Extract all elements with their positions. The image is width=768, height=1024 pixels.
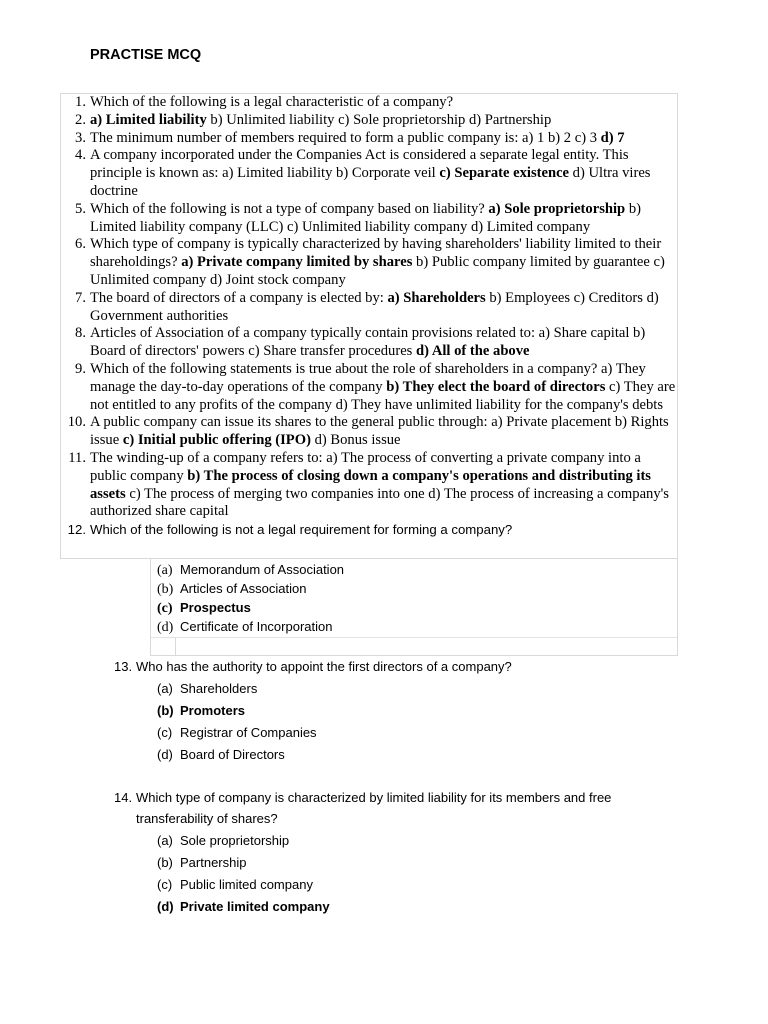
question-text: A company incorporated under the Companies Act is considered a separate legal entity. This principle is known as: a) Limited liability b) Corporate veil (90, 147, 629, 182)
option-letter: (a) (157, 681, 173, 696)
option-text: Partnership (180, 855, 247, 870)
question-text: c) They are not entitled to any profits of the company d) They have unlimited liability for the company's debts (90, 378, 676, 413)
question-14-text (114, 787, 611, 808)
answer-text: d) 7 (600, 129, 625, 146)
question-number: 14. (114, 790, 133, 805)
question-number: 2. (75, 111, 86, 128)
question-item (60, 147, 678, 200)
question-item (60, 361, 678, 414)
question-13-text (114, 656, 512, 677)
option-item (157, 747, 285, 763)
question-text: A public company can issue its shares to the general public through: a) Private placement b) Rights issue (90, 414, 669, 449)
answer-text: b) The process of closing down a company's operations and distributing its assets (90, 467, 651, 502)
question-list (60, 94, 678, 539)
option-text: Prospectus (180, 600, 251, 615)
option-item (157, 899, 330, 915)
question-number: 4. (75, 147, 86, 164)
question-text: b) Employees c) Creditors d) Government authorities (90, 289, 659, 324)
page-title: PRACTISE MCQ (90, 47, 202, 63)
answer-text: a) Sole proprietorship (488, 200, 626, 217)
option-item (157, 725, 317, 741)
option-text: Board of Directors (180, 747, 285, 762)
option-letter: (d) (157, 620, 174, 635)
answer-text: d) All of the above (416, 343, 530, 360)
question-text: The minimum number of members required to form a public company is: a) 1 b) 2 c) 3 (90, 129, 601, 146)
option-text: Articles of Association (180, 581, 307, 596)
option-letter: (c) (157, 877, 173, 892)
option-letter: (b) (157, 582, 174, 597)
option-text: Promoters (180, 703, 246, 718)
question-text: Which of the following is a legal characteristic of a company? (90, 94, 454, 110)
question-number: 10. (67, 414, 86, 431)
question-item (60, 450, 678, 521)
answer-text: c) Separate existence (439, 165, 570, 182)
question-number: 8. (75, 325, 86, 342)
question-item (60, 130, 678, 148)
question-item (60, 112, 678, 130)
question-text: d) Bonus issue (310, 432, 401, 449)
question-number: 3. (75, 129, 86, 146)
answer-text: a) Private company limited by shares (181, 254, 413, 271)
option-item (157, 877, 313, 893)
question-text: The winding-up of a company refers to: a) The process of converting a private company into a public company (90, 449, 641, 484)
question-text: Which of the following is not a type of company based on liability? (90, 200, 489, 217)
option-item (157, 562, 344, 579)
question-text: Who has the authority to appoint the first directors of a company? (136, 659, 512, 674)
question-text: Articles of Association of a company typically contain provisions related to: a) Share capital b) Board of directors' powers c) Share transfer procedures (90, 325, 646, 360)
question-text: The board of directors of a company is elected by: (90, 289, 388, 306)
option-letter: (d) (157, 899, 174, 914)
question-number: 12. (67, 522, 86, 538)
question-number: 6. (75, 236, 86, 253)
question-text: d) Ultra vires doctrine (90, 165, 651, 199)
option-letter: (a) (157, 563, 173, 578)
option-text: Registrar of Companies (180, 725, 317, 740)
option-text: Sole proprietorship (180, 833, 290, 848)
option-item (157, 619, 332, 636)
question-text: c) The process of merging two companies into one d) The process of increasing a company's authorized share capital (90, 485, 669, 520)
question-item (60, 325, 678, 361)
question-text: Which of the following statements is true about the role of shareholders in a company? a) They manage the day-to-day operations of the company (90, 360, 646, 395)
option-letter: (b) (157, 703, 174, 718)
option-letter: (c) (157, 601, 173, 616)
question-text: Which type of company is characterized by limited liability for its members and free (136, 790, 612, 805)
question-number: 7. (75, 289, 86, 306)
option-text: Certificate of Incorporation (180, 619, 333, 634)
option-item (157, 833, 289, 849)
option-text: Private limited company (180, 899, 330, 914)
option-text: Public limited company (180, 877, 313, 892)
option-text: Memorandum of Association (180, 562, 345, 577)
table-divider (151, 637, 677, 638)
answer-text: a) Shareholders (387, 289, 486, 306)
question-item (60, 94, 678, 112)
question-item (60, 201, 678, 237)
answer-text: c) Initial public offering (IPO) (122, 432, 311, 449)
question-number: 13. (114, 659, 133, 674)
option-letter: (a) (157, 833, 173, 848)
question-item (60, 414, 678, 450)
question-text: b) Limited liability company (LLC) c) Unlimited liability company d) Limited company (90, 200, 641, 235)
question-text: Which type of company is typically characterized by having shareholders' liability limited to their shareholdings? (90, 236, 662, 271)
question-text: b) Public company limited by guarantee c) Unlimited company d) Joint stock company (90, 254, 665, 288)
question-14-text-cont: transferability of shares? (136, 811, 278, 826)
question-item (60, 236, 678, 289)
option-item (157, 600, 251, 617)
option-letter: (c) (157, 725, 173, 740)
option-item (157, 681, 257, 697)
table-divider (175, 637, 176, 656)
question-text: b) Unlimited liability c) Sole proprietorship d) Partnership (206, 111, 552, 128)
question-number: 9. (75, 360, 86, 377)
option-item (157, 855, 246, 871)
option-item (157, 703, 245, 719)
question-item (60, 521, 678, 539)
option-letter: (d) (157, 747, 173, 762)
question-number: 11. (68, 449, 86, 466)
question-item (60, 290, 678, 326)
question-text: Which of the following is not a legal requirement for forming a company? (90, 522, 513, 538)
option-text: Shareholders (180, 681, 258, 696)
question-number: 1. (75, 94, 86, 110)
answer-text: a) Limited liability (90, 111, 207, 128)
option-item (157, 581, 306, 598)
question-number: 5. (75, 200, 86, 217)
answer-text: b) They elect the board of directors (386, 378, 606, 395)
option-letter: (b) (157, 855, 173, 870)
